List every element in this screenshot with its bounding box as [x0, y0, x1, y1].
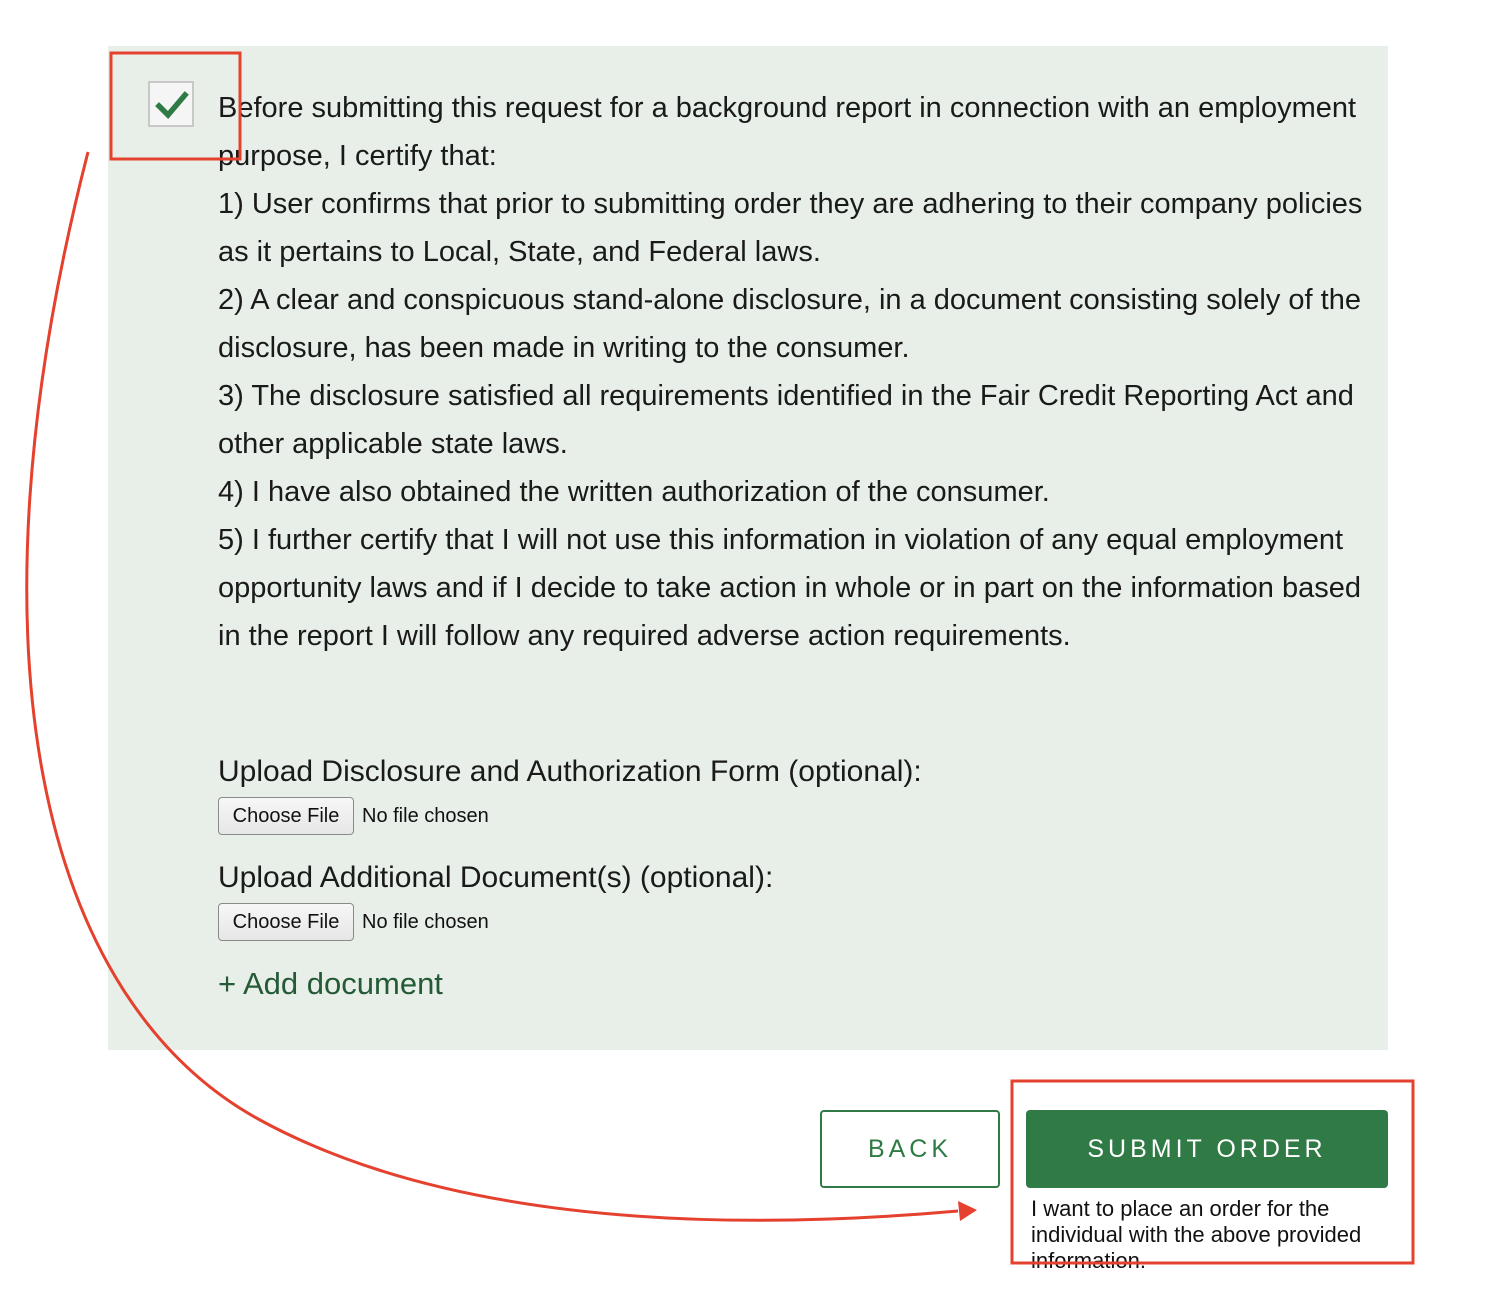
certification-item-3: 3) The disclosure satisfied all requirements identified in the Fair Credit Reporting Act and other applicable state laws. [218, 380, 1354, 460]
arrow-head-icon [958, 1201, 977, 1221]
certification-text [218, 84, 1368, 660]
certification-item-2: 2) A clear and conspicuous stand-alone disclosure, in a document consisting solely of the disclosure, has been made in writing to the consumer. [218, 284, 1361, 364]
disclosure-upload-label: Upload Disclosure and Authorization Form (optional): [218, 755, 922, 788]
additional-file-status: No file chosen [362, 910, 489, 933]
additional-file-input [218, 903, 489, 941]
submit-order-note: I want to place an order for the individual with the above provided information. [1031, 1196, 1362, 1273]
certification-item-5: 5) I further certify that I will not use this information in violation of any equal employment opportunity laws and if I decide to take action in whole or in part on the information based in the report I will follow any required adverse action requirements. [218, 524, 1361, 652]
add-document-link[interactable]: + Add document [218, 966, 443, 1001]
disclosure-file-input [218, 797, 489, 835]
additional-upload-label: Upload Additional Document(s) (optional): [218, 861, 774, 894]
submit-order-button[interactable]: SUBMIT ORDER [1026, 1110, 1388, 1188]
certify-checkbox[interactable] [148, 81, 194, 127]
disclosure-choose-file-button[interactable]: Choose File [218, 797, 354, 835]
disclosure-file-status: No file chosen [362, 804, 489, 827]
certification-item-4: 4) I have also obtained the written authorization of the consumer. [218, 476, 1050, 508]
certification-intro: Before submitting this request for a background report in connection with an employment purpose, I certify that: [218, 92, 1357, 172]
certification-item-1: 1) User confirms that prior to submitting order they are adhering to their company policies as it pertains to Local, State, and Federal laws. [218, 188, 1363, 268]
additional-choose-file-button[interactable]: Choose File [218, 903, 354, 941]
back-button[interactable]: BACK [820, 1110, 1000, 1188]
checkmark-icon [155, 88, 189, 122]
